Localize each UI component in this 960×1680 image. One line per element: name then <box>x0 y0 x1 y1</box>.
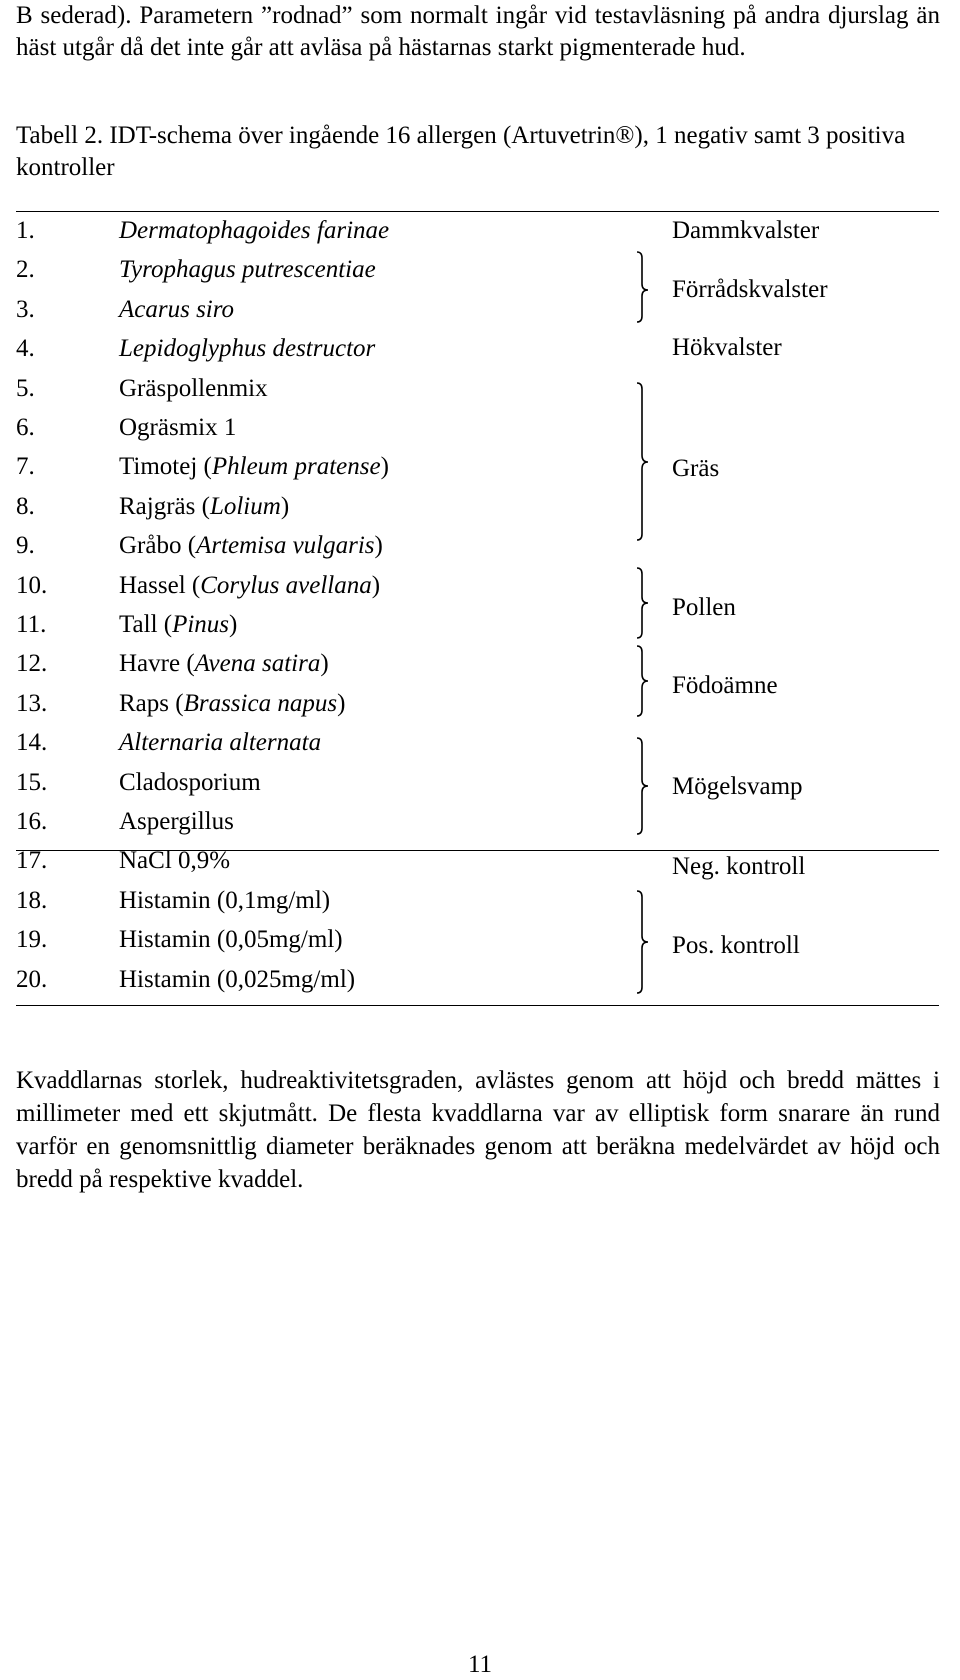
group-label-hokvalster: Hökvalster <box>672 334 782 361</box>
row-number: 11. <box>16 611 47 638</box>
group-label-pos-kontroll: Pos. kontroll <box>672 932 800 959</box>
allergen-common-name: Timotej ( <box>119 453 212 480</box>
allergen-name <box>119 645 329 683</box>
allergen-name <box>119 488 289 526</box>
allergen-close-paren: ) <box>337 690 346 717</box>
row-number: 18. <box>16 887 48 914</box>
allergen-name <box>119 448 389 486</box>
allergen-name: Histamin (0,025mg/ml) <box>119 966 356 993</box>
group-label-fodoamne: Födoämne <box>672 672 778 699</box>
allergen-latin-name: Pinus <box>172 611 230 638</box>
table-row <box>0 606 960 644</box>
allergen-name: Histamin (0,05mg/ml) <box>119 926 343 953</box>
row-number: 7. <box>16 453 35 480</box>
allergen-name: Histamin (0,1mg/ml) <box>119 887 331 914</box>
allergen-close-paren: ) <box>371 572 381 599</box>
allergen-common-name: Raps ( <box>119 690 184 717</box>
allergen-name: NaCl 0,9% <box>119 847 231 874</box>
allergen-common-name: Rajgräs ( <box>119 493 210 520</box>
allergen-common-name: Havre ( <box>119 650 195 677</box>
table-row <box>0 803 960 841</box>
row-number: 10. <box>16 572 48 599</box>
allergen-name <box>119 567 380 605</box>
group-label-mogelsvamp: Mögelsvamp <box>672 773 803 800</box>
body-paragraph: Kvaddlarnas storlek, hudreaktivitetsgraden, avlästes genom att höjd och bredd mättes i millimeter med ett skjutmått. De flesta kvaddlarna var av elliptisk form snarare än rund varför en genomsnittlig diameter beräknades genom att beräkna medelvärdet av höjd och bredd på respektive kvaddel. <box>16 1067 940 1193</box>
table-row <box>0 842 960 880</box>
allergen-latin-name: Phleum pratense <box>211 453 381 480</box>
table-bottom-rule <box>16 1005 939 1006</box>
allergen-close-paren: ) <box>280 493 290 520</box>
table-row <box>0 645 960 683</box>
table-row <box>0 567 960 605</box>
allergen-common-name: Hassel ( <box>119 572 201 599</box>
table-row <box>0 921 960 959</box>
allergen-name: Acarus siro <box>119 296 235 323</box>
table-caption: Tabell 2. IDT-schema över ingående 16 allergen (Artuvetrin®), 1 negativ samt 3 positiva kontroller <box>16 122 906 181</box>
row-number: 19. <box>16 926 48 953</box>
allergen-close-paren: ) <box>229 611 238 638</box>
row-number: 12. <box>16 650 48 677</box>
allergen-name <box>119 527 383 565</box>
table-row <box>0 330 960 368</box>
table-row <box>0 685 960 723</box>
group-label-forradskvalster: Förrådskvalster <box>672 276 828 303</box>
row-number: 16. <box>16 808 48 835</box>
group-label-pollen: Pollen <box>672 594 736 621</box>
row-number: 20. <box>16 966 48 993</box>
row-number: 8. <box>16 493 35 520</box>
row-number: 17. <box>16 847 48 874</box>
allergen-latin-name: Brassica napus <box>183 690 338 717</box>
table-row <box>0 764 960 802</box>
row-number: 1. <box>16 217 35 244</box>
table-row <box>0 882 960 920</box>
group-label-gras: Gräs <box>672 455 720 482</box>
allergen-close-paren: ) <box>320 650 329 677</box>
allergen-name <box>119 606 237 644</box>
table-row <box>0 448 960 486</box>
group-label-dammkvalster: Dammkvalster <box>672 217 820 244</box>
allergen-latin-name: Avena satira <box>194 650 321 677</box>
allergen-common-name: Gråbo ( <box>119 532 197 559</box>
table-row <box>0 409 960 447</box>
allergen-name: Aspergillus <box>119 808 234 835</box>
row-number: 14. <box>16 729 48 756</box>
table-row <box>0 370 960 408</box>
allergen-latin-name: Artemisa vulgaris <box>196 532 375 559</box>
row-number: 3. <box>16 296 35 323</box>
allergen-name <box>119 685 345 723</box>
allergen-common-name: Tall ( <box>119 611 173 638</box>
allergen-close-paren: ) <box>374 532 383 559</box>
row-number: 6. <box>16 414 35 441</box>
allergen-name: Lepidoglyphus destructor <box>119 335 376 362</box>
row-number: 2. <box>16 256 35 283</box>
page-number: 11 <box>467 1651 493 1678</box>
allergen-name: Ogräsmix 1 <box>119 414 237 441</box>
allergen-name: Dermatophagoides farinae <box>119 217 390 244</box>
allergen-close-paren: ) <box>380 453 389 480</box>
allergen-name: Tyrophagus putrescentiae <box>119 256 376 283</box>
intro-paragraph: B sederad). Parametern ”rodnad” som normalt ingår vid testavläsning på andra djurslag än häst utgår då det inte går att avläsa på hästarnas starkt pigmenterade hud. <box>16 2 940 61</box>
allergen-name: Cladosporium <box>119 769 261 796</box>
allergen-latin-name: Lolium <box>209 493 281 520</box>
row-number: 15. <box>16 769 48 796</box>
allergen-latin-name: Corylus avellana <box>200 572 372 599</box>
allergen-name: Gräspollenmix <box>119 375 268 402</box>
table-row <box>0 724 960 762</box>
table-row <box>0 961 960 999</box>
table-row <box>0 527 960 565</box>
row-number: 5. <box>16 375 35 402</box>
row-number: 9. <box>16 532 35 559</box>
group-label-neg-kontroll: Neg. kontroll <box>672 853 806 880</box>
table-row <box>0 488 960 526</box>
row-number: 13. <box>16 690 48 717</box>
allergen-name: Alternaria alternata <box>119 729 322 756</box>
row-number: 4. <box>16 335 35 362</box>
